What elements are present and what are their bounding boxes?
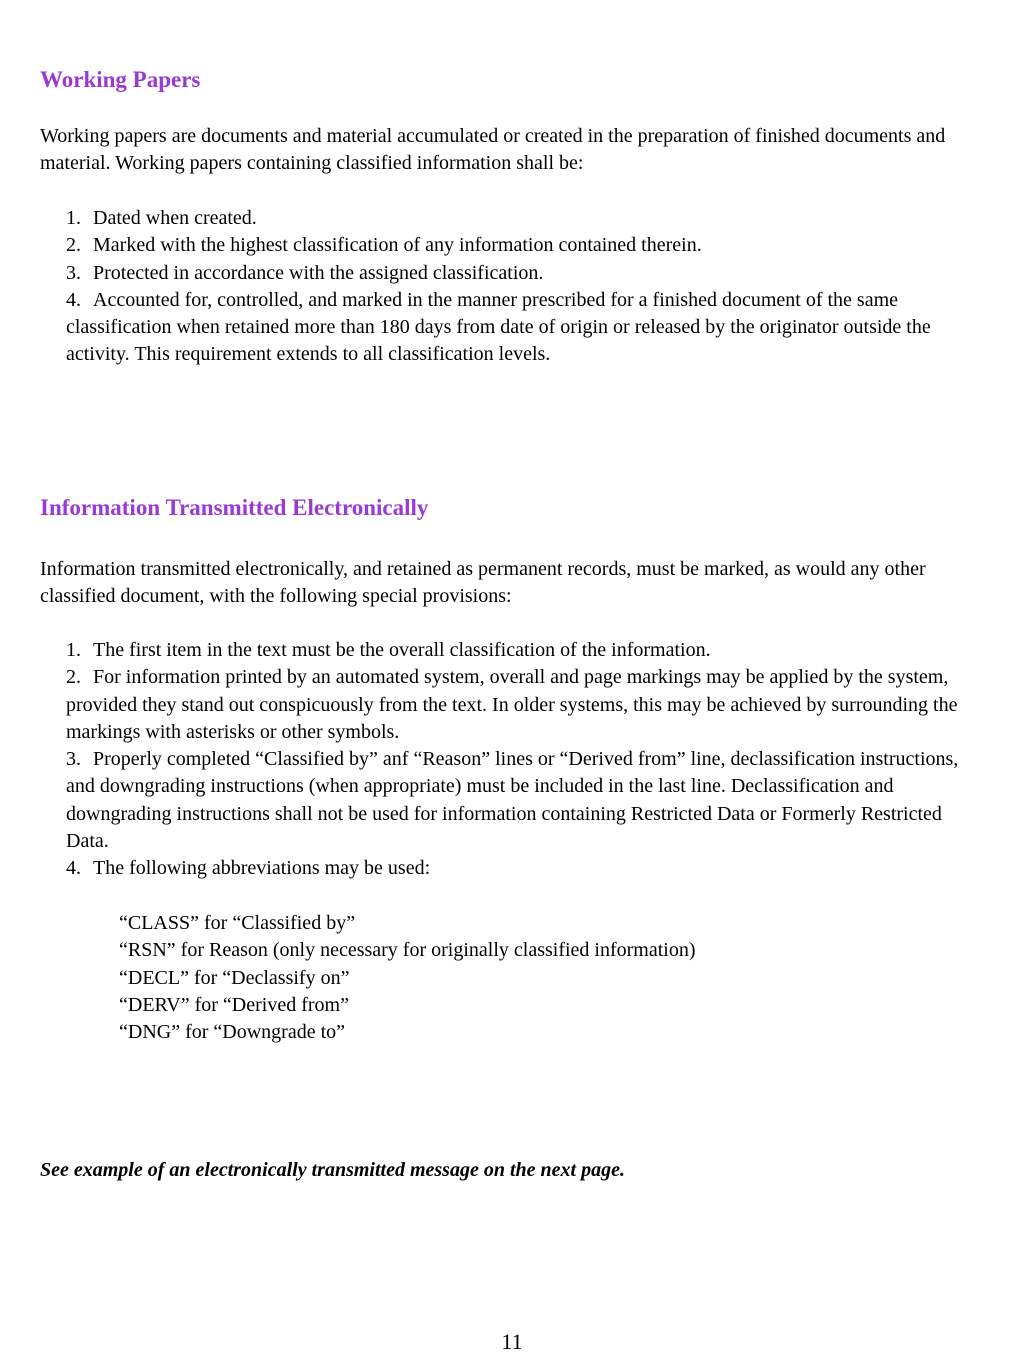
- list-item-number: 4.: [66, 288, 81, 311]
- list-item-text: Protected in accordance with the assigned classification.: [93, 261, 544, 284]
- list-item-text: Marked with the highest classification of any information contained therein.: [93, 234, 702, 257]
- electronic-list: [66, 637, 976, 883]
- list-item-number: 1.: [66, 639, 81, 661]
- abbreviation-item: “DERV” for “Derived from”: [119, 993, 349, 1016]
- list-item-text: Dated when created.: [93, 207, 257, 229]
- list-item: [66, 664, 976, 746]
- working-papers-intro: Working papers are documents and material accumulated or created in the preparation of finished documents and material. Working papers containing classified information shall be:: [40, 125, 946, 175]
- electronic-heading: Information Transmitted Electronically: [40, 495, 429, 520]
- abbreviation-item: “DNG” for “Downgrade to”: [119, 1021, 346, 1044]
- list-item-number: 3.: [66, 748, 81, 771]
- working-papers-list: [66, 205, 976, 369]
- abbreviation-item: “DECL” for “Declassify on”: [119, 966, 350, 989]
- list-item-number: 1.: [66, 207, 81, 229]
- list-item-text: Accounted for, controlled, and marked in the manner prescribed for a finished document of the same classification when retained more than 180 days from date of origin or released by the originator outside the activity. This requirement extends to all classification levels.: [66, 288, 931, 366]
- list-item-number: 4.: [66, 857, 81, 880]
- next-page-note: See example of an electronically transmitted message on the next page.: [40, 1159, 625, 1181]
- abbreviations-list: [119, 910, 979, 1046]
- list-item-text: The first item in the text must be the overall classification of the information.: [93, 639, 711, 661]
- list-item: [66, 205, 976, 232]
- abbreviation-item: “CLASS” for “Classified by”: [119, 912, 356, 934]
- list-item: [66, 637, 976, 664]
- list-item: [66, 746, 976, 855]
- list-item-number: 3.: [66, 261, 81, 284]
- list-item-text: Properly completed “Classified by” anf “Reason” lines or “Derived from” line, declassification instructions, and downgrading instructions (when appropriate) must be included in the last line. Declassification and downgrading instructions shall not be used for information containing Restricted Data or Formerly Restricted Data.: [66, 748, 959, 853]
- electronic-intro: Information transmitted electronically, and retained as permanent records, must be marked, as would any other classified document, with the following special provisions:: [40, 558, 926, 608]
- abbreviation-item: “RSN” for Reason (only necessary for originally classified information): [119, 939, 696, 962]
- list-item: [66, 287, 976, 369]
- page-number: 11: [501, 1329, 523, 1354]
- list-item: [66, 232, 976, 259]
- list-item-text: The following abbreviations may be used:: [93, 857, 431, 880]
- list-item-text: For information printed by an automated system, overall and page markings may be applied by the system, provided they stand out conspicuously from the text. In older systems, this may be achieved by surrounding the markings with asterisks or other symbols.: [66, 666, 958, 743]
- list-item: [66, 260, 976, 287]
- list-item: [66, 855, 976, 882]
- list-item-number: 2.: [66, 666, 81, 689]
- list-item-number: 2.: [66, 234, 81, 257]
- working-papers-heading: Working Papers: [40, 67, 201, 92]
